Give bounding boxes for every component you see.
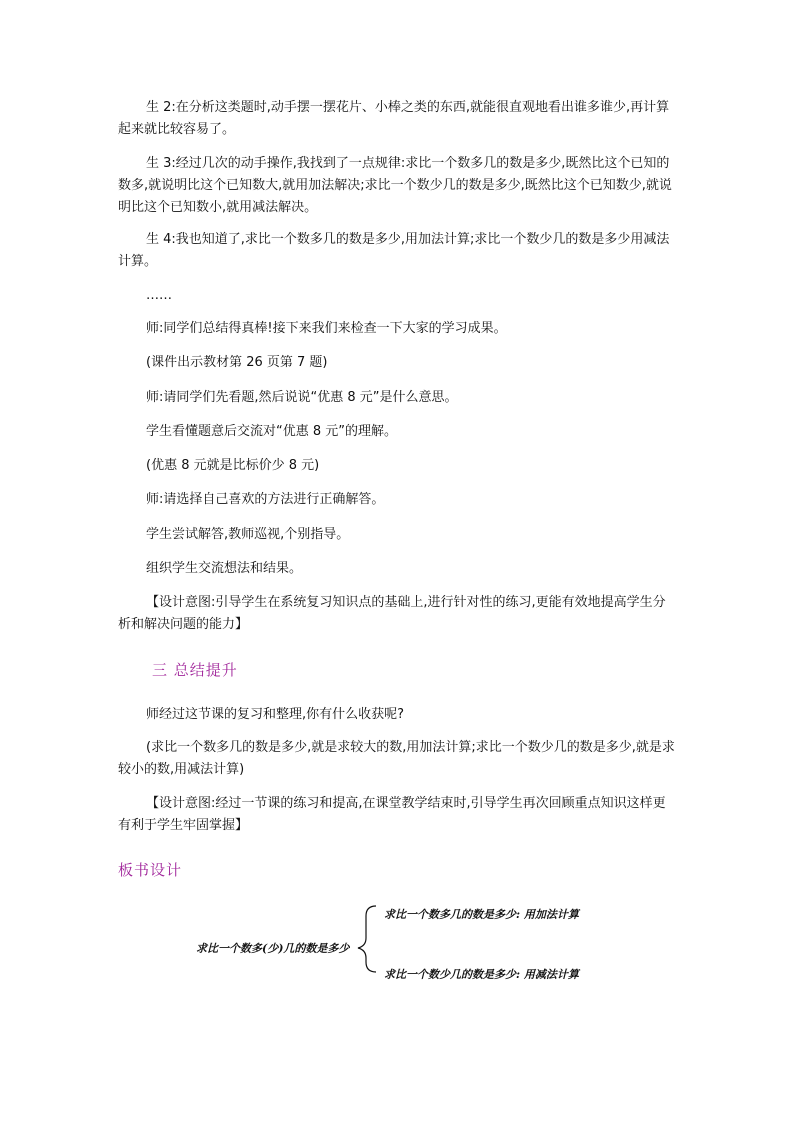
paragraph-teacher-solve: 师:请选择自己喜欢的方法进行正确解答。 (146, 492, 385, 507)
paragraph-design-intent-2: 【设计意图:经过一节课的练习和提高,在课堂教学结束时,引导学生再次回顾重点知识这样更有利于学生牢固掌握】 (118, 796, 666, 833)
section-heading-summary: 三 总结提升 (152, 661, 238, 679)
paragraph-teacher-summary: 师经过这节课的复习和整理,你有什么收获呢? (146, 707, 405, 722)
paragraph-student2: 生 2:在分析这类题时,动手摆一摆花片、小棒之类的东西,就能很直观地看出谁多谁少,再计算起来就比较容易了。 (118, 100, 670, 137)
brace-shape (358, 906, 376, 972)
paragraph-organize: 组织学生交流想法和结果。 (146, 561, 303, 576)
board-design-heading: 板书设计 (118, 861, 183, 879)
paragraph-student-discuss: 学生看懂题意后交流对“优惠 8 元”的理解。 (146, 424, 398, 439)
paragraph-ellipsis: …… (146, 288, 172, 303)
board-bottom-branch: 求比一个数少几的数是多少: 用减法计算 (384, 968, 579, 981)
board-top-branch: 求比一个数多几的数是多少: 用加法计算 (384, 908, 579, 921)
paragraph-teacher-question: 师:请同学们先看题,然后说说“优惠 8 元”是什么意思。 (146, 390, 458, 405)
paragraph-summary-answer: (求比一个数多几的数是多少,就是求较大的数,用加法计算;求比一个数少几的数是多少,就是求较小的数,用减法计算) (118, 740, 675, 777)
paragraph-student-try: 学生尝试解答,教师巡视,个别指导。 (146, 527, 350, 542)
paragraph-teacher-praise: 师:同学们总结得真棒!接下来我们来检查一下大家的学习成果。 (146, 321, 507, 336)
paragraph-student4: 生 4:我也知道了,求比一个数多几的数是多少,用加法计算;求比一个数少几的数是多少用减法计算。 (118, 232, 670, 269)
board-left-label: 求比一个数多(少)几的数是多少 (196, 942, 350, 955)
paragraph-design-intent-1: 【设计意图:引导学生在系统复习知识点的基础上,进行针对性的练习,更能有效地提高学生分析和解决问题的能力】 (118, 595, 666, 632)
paragraph-student3: 生 3:经过几次的动手操作,我找到了一点规律:求比一个数多几的数是多少,既然比这个已知的数多,就说明比这个已知数大,就用加法解决;求比一个数少几的数是多少,既然比这个已知数少,就说明比这个已知数小,就用减法解决。 (118, 156, 672, 215)
paragraph-discount-note: (优惠 8 元就是比标价少 8 元) (146, 458, 320, 473)
paragraph-courseware: (课件出示教材第 26 页第 7 题) (146, 355, 328, 370)
